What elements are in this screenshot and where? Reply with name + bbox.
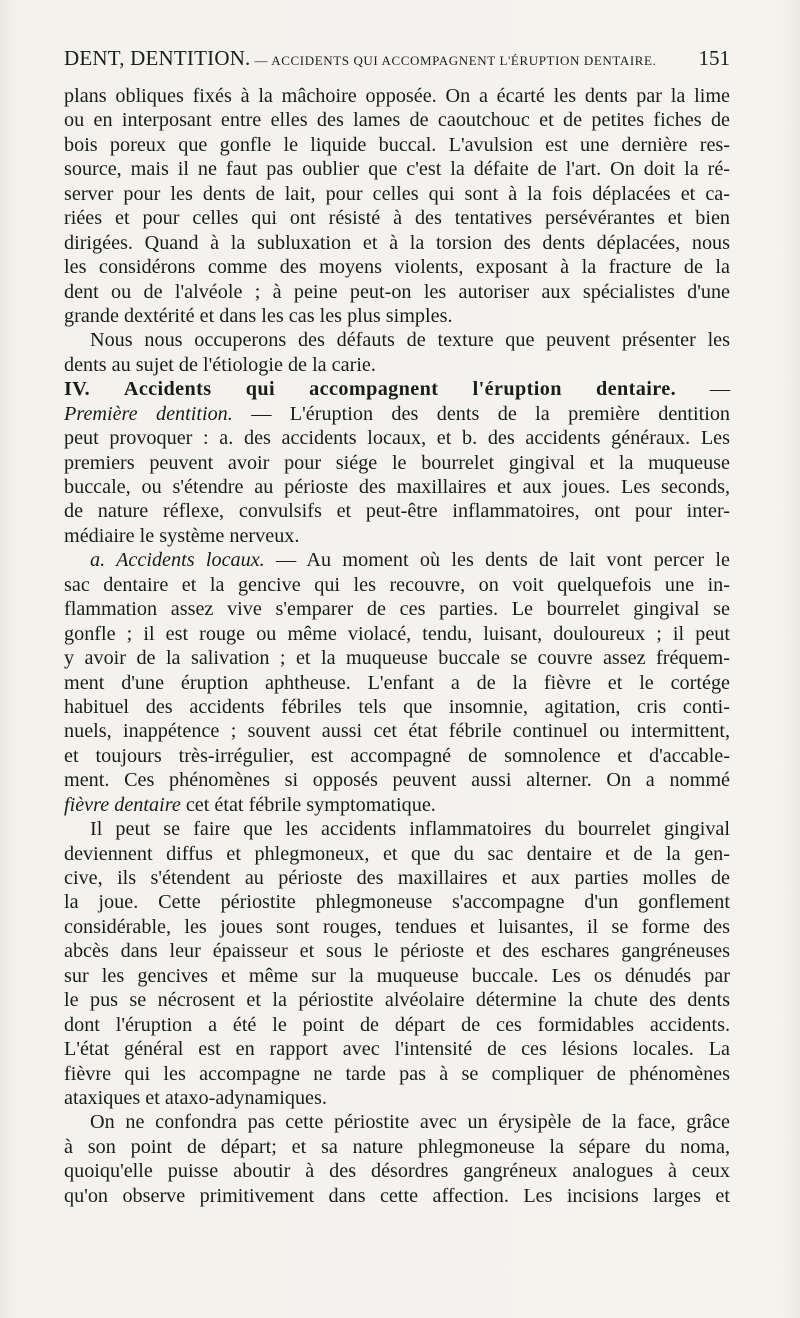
text-line: Il peut se faire que les accidents inflammatoires du bourrelet gingival bbox=[90, 818, 730, 841]
section-number: IV. bbox=[64, 378, 91, 401]
text-line: sur les gencives et même sur la muqueuse buccale. Les os dénudés par bbox=[64, 964, 730, 987]
text-line: de nature réflexe, convulsifs et peut-être inflammatoires, ont pour inter- bbox=[64, 500, 730, 523]
text-line: flammation assez vive s'emparer de ces parties. Le bourrelet gingival se bbox=[64, 598, 730, 621]
text-line: ou en interposant entre elles des lames de caoutchouc et de petites fiches de bbox=[64, 109, 730, 132]
running-subtitle: — ACCIDENTS QUI ACCOMPAGNENT L'ÉRUPTION DENTAIRE. bbox=[254, 53, 657, 68]
text-line: ment. Ces phénomènes si opposés peuvent aussi alterner. On a nommé bbox=[64, 769, 730, 792]
subsection-label: a. Accidents locaux. bbox=[90, 549, 265, 572]
text-line: médiaire le système nerveux. bbox=[64, 524, 300, 547]
text-line: dont l'éruption a été le point de départ de ces formidables accidents. bbox=[64, 1013, 730, 1036]
text-line: grande dextérité et dans les cas les plus simples. bbox=[64, 304, 453, 327]
fievre-dentaire-term: fièvre dentaire bbox=[64, 793, 181, 816]
text-line: ment d'une éruption aphtheuse. L'enfant a de la fièvre et le cortége bbox=[64, 671, 730, 694]
text-line: gonfle ; il est rouge ou même violacé, tendu, luisant, douloureux ; il peut bbox=[64, 622, 730, 645]
section-subtitle: Première dentition. bbox=[64, 402, 233, 425]
text-line: Nous nous occuperons des défauts de texture que peuvent présenter les bbox=[90, 329, 730, 352]
text-line: qu'on observe primitivement dans cette affection. Les incisions larges et bbox=[64, 1184, 730, 1207]
text-line: quoiqu'elle puisse aboutir à des désordres gangréneux analogues à ceux bbox=[64, 1160, 730, 1183]
section-heading-line bbox=[64, 377, 730, 401]
fievre-line-rest: cet état fébrile symptomatique. bbox=[185, 793, 436, 816]
text-line: deviennent diffus et phlegmoneux, et que du sac dentaire et de la gen- bbox=[64, 842, 730, 865]
text-line bbox=[64, 548, 730, 572]
section-dash: — bbox=[709, 378, 730, 401]
running-title: DENT, DENTITION. bbox=[64, 46, 251, 70]
running-header bbox=[64, 46, 730, 76]
text-line: source, mais il ne faut pas oublier que c'est la défaite de l'art. On doit la ré- bbox=[64, 158, 730, 181]
subsection-rest: — Au moment où les dents de lait vont percer le bbox=[276, 549, 730, 572]
text-line: considérable, les joues sont rouges, tendues et luisantes, il se forme des bbox=[64, 915, 730, 938]
text-line: cive, ils s'étendent au périoste des maxillaires et aux parties molles de bbox=[64, 867, 730, 889]
text-line: les considérons comme des moyens violents, exposant à la fracture de la bbox=[64, 256, 730, 279]
text-line: riées et pour celles qui ont résisté à des tentatives persévérantes et bien bbox=[64, 207, 730, 230]
text-line: plans obliques fixés à la mâchoire opposée. On a écarté les dents par la lime bbox=[64, 85, 730, 107]
text-line: le pus se nécrosent et la périostite alvéolaire détermine la chute des dents bbox=[64, 989, 730, 1012]
text-line: et toujours très-irrégulier, est accompagné de somnolence et d'accable- bbox=[64, 744, 730, 767]
section-rest: — L'éruption des dents de la première dentition bbox=[251, 402, 731, 425]
text-line: y avoir de la salivation ; et la muqueuse buccale se couvre assez fréquem- bbox=[64, 647, 730, 670]
text-line: fièvre qui les accompagne ne tarde pas à se compliquer de phénomènes bbox=[64, 1062, 730, 1085]
text-line: bois poreux que gonfle le liquide buccal. L'avulsion est une dernière res- bbox=[64, 133, 730, 156]
page-number: 151 bbox=[698, 46, 730, 70]
text-line: ataxiques et ataxo-adynamiques. bbox=[64, 1086, 327, 1109]
text-line: à son point de départ; et sa nature phlegmoneuse la sépare du noma, bbox=[64, 1135, 730, 1158]
text-line bbox=[64, 402, 730, 426]
text-line: buccale, ou s'étendre au périoste des maxillaires et aux joues. Les seconds, bbox=[64, 476, 730, 498]
text-line: premiers peuvent avoir pour siége le bourrelet gingival et la muqueuse bbox=[64, 451, 730, 474]
text-line: nuels, inappétence ; souvent aussi cet état fébrile continuel ou intermittent, bbox=[64, 720, 730, 743]
body-text bbox=[64, 84, 730, 1208]
text-line: server pour les dents de lait, pour celles qui sont à la fois déplacées et ca- bbox=[64, 182, 730, 205]
section-title: Accidents qui accompagnent l'éruption dentaire. bbox=[123, 378, 677, 401]
text-line: habituel des accidents fébriles tels que insomnie, agitation, cris conti- bbox=[64, 695, 730, 718]
text-line: la joue. Cette périostite phlegmoneuse s'accompagne d'un gonflement bbox=[64, 891, 730, 914]
text-line: abcès dans leur épaisseur et sous le périoste et des eschares gangréneuses bbox=[64, 940, 730, 963]
text-line: sac dentaire et la gencive qui les recouvre, on voit quelquefois une in- bbox=[64, 573, 730, 596]
text-line: dirigées. Quand à la subluxation et à la torsion des dents déplacées, nous bbox=[64, 231, 730, 254]
text-line: dents au sujet de l'étiologie de la carie. bbox=[64, 353, 376, 376]
text-line: L'état général est en rapport avec l'intensité de ces lésions locales. La bbox=[64, 1038, 730, 1061]
text-line: dent ou de l'alvéole ; à peine peut-on les autoriser aux spécialistes d'une bbox=[64, 280, 730, 303]
text-line bbox=[64, 793, 730, 817]
text-line: peut provoquer : a. des accidents locaux, et b. des accidents généraux. Les bbox=[64, 427, 730, 450]
text-line: On ne confondra pas cette périostite avec un érysipèle de la face, grâce bbox=[90, 1111, 730, 1134]
